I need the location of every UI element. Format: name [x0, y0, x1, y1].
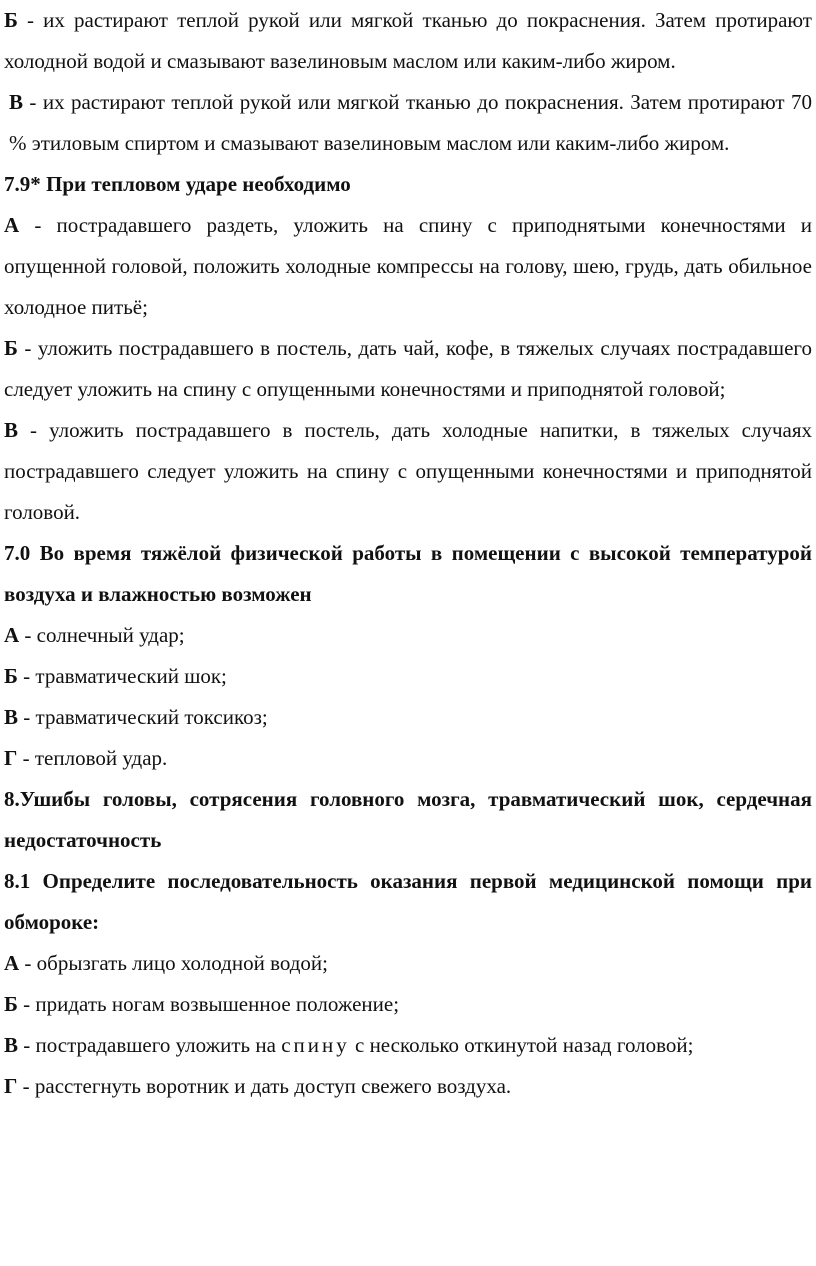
section-8-title: 8.Ушибы головы, сотрясения головного мозга, травматический шок, сердечная недостаточность [4, 787, 812, 852]
option-letter: В [4, 418, 19, 442]
question-8-1-option-v [4, 1025, 812, 1066]
option-text-after: с несколько откинутой назад головой; [349, 1033, 694, 1057]
option-text: - расстегнуть воротник и дать доступ свежего воздуха. [17, 1074, 512, 1098]
question-8-1-option-b [4, 984, 812, 1025]
option-letter: Б [4, 992, 18, 1016]
option-letter: Г [4, 746, 18, 770]
option-text: - солнечный удар; [19, 623, 185, 647]
option-text: - уложить пострадавшего в постель, дать чай, кофе, в тяжелых случаях пострадавшего следует уложить на спину с опущенными конечностями и приподнятой головой; [4, 336, 812, 401]
option-letter: А [4, 951, 20, 975]
option-text: - травматический токсикоз; [18, 705, 268, 729]
option-text-before: - пострадавшего уложить на [18, 1033, 282, 1057]
question-7-0-option-a [4, 615, 812, 656]
option-letter: А [4, 623, 20, 647]
option-text: - обрызгать лицо холодной водой; [19, 951, 328, 975]
question-7-9-option-v [4, 410, 812, 533]
question-7-9-option-a [4, 205, 812, 328]
option-text: - пострадавшего раздеть, уложить на спину с приподнятыми конечностями и опущенной головой, положить холодные компрессы на голову, шею, грудь, дать обильное холодное питьё; [4, 213, 812, 319]
question-7-9-title: 7.9* При тепловом ударе необходимо [4, 172, 351, 196]
option-text: - придать ногам возвышенное положение; [17, 992, 400, 1016]
option-letter: В [9, 90, 24, 114]
question-7-0-option-v [4, 697, 812, 738]
option-letter: Б [4, 336, 18, 360]
option-text: - тепловой удар. [17, 746, 168, 770]
question-8-1-option-g [4, 1066, 812, 1107]
question-7-0-option-g [4, 738, 812, 779]
option-letter: А [4, 213, 20, 237]
question-7-0-title: 7.0 Во время тяжёлой физической работы в помещении с высокой температурой воздуха и влажностью возможен [4, 541, 812, 606]
option-text: - их растирают теплой рукой или мягкой тканью до покраснения. Затем протирают холодной водой и смазывают вазелиновым маслом или каким-либо жиром. [4, 8, 812, 73]
question-7-9-option-b [4, 328, 812, 410]
option-letter: Г [4, 1074, 18, 1098]
option-text: - уложить пострадавшего в постель, дать холодные напитки, в тяжелых случаях пострадавшего следует уложить на спину с опущенными конечностями и приподнятой головой. [4, 418, 812, 524]
option-text: - травматический шок; [17, 664, 227, 688]
question-8-1-title: 8.1 Определите последовательность оказания первой медицинской помощи при обмороке: [4, 869, 812, 934]
option-text-spaced: спину [281, 1033, 350, 1057]
question-8-1-option-a [4, 943, 812, 984]
answer-option-b [4, 0, 812, 82]
option-text: - их растирают теплой рукой или мягкой тканью до покраснения. Затем протирают 70 % этиловым спиртом и смазывают вазелиновым маслом или каким-либо жиром. [9, 90, 812, 155]
option-letter: Б [4, 664, 18, 688]
question-7-0-option-b [4, 656, 812, 697]
answer-option-v [4, 82, 812, 164]
option-letter: В [4, 1033, 19, 1057]
option-letter: В [4, 705, 19, 729]
option-letter: Б [4, 8, 18, 32]
